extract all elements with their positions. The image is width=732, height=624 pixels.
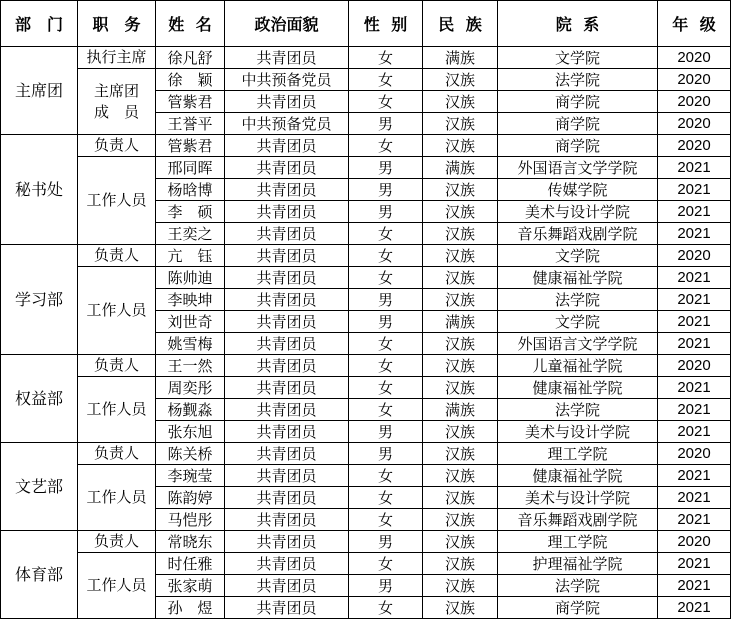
cell-political: 共青团员 — [225, 245, 349, 267]
header-school: 院 系 — [498, 1, 658, 47]
header-political: 政治面貌 — [225, 1, 349, 47]
cell-gender: 女 — [349, 333, 423, 355]
cell-school: 法学院 — [498, 289, 658, 311]
cell-grade: 2020 — [658, 355, 731, 377]
cell-political: 共青团员 — [225, 421, 349, 443]
cell-political: 共青团员 — [225, 157, 349, 179]
cell-name: 王一然 — [156, 355, 225, 377]
cell-grade: 2021 — [658, 223, 731, 245]
cell-name: 徐 颖 — [156, 69, 225, 91]
cell-ethnicity: 汉族 — [423, 509, 498, 531]
cell-gender: 男 — [349, 179, 423, 201]
cell-name: 马恺彤 — [156, 509, 225, 531]
table-row — [1, 157, 731, 179]
cell-gender: 女 — [349, 487, 423, 509]
cell-school: 护理福祉学院 — [498, 553, 658, 575]
header-department: 部 门 — [1, 1, 78, 47]
cell-ethnicity: 汉族 — [423, 597, 498, 619]
table-row — [1, 531, 731, 553]
cell-school: 法学院 — [498, 399, 658, 421]
cell-gender: 男 — [349, 421, 423, 443]
cell-grade: 2020 — [658, 135, 731, 157]
cell-political: 共青团员 — [225, 311, 349, 333]
cell-ethnicity: 汉族 — [423, 553, 498, 575]
cell-name: 陈关桥 — [156, 443, 225, 465]
cell-political: 共青团员 — [225, 223, 349, 245]
cell-school: 法学院 — [498, 69, 658, 91]
header-role: 职 务 — [78, 1, 156, 47]
cell-political: 共青团员 — [225, 487, 349, 509]
cell-political: 共青团员 — [225, 509, 349, 531]
cell-grade: 2021 — [658, 575, 731, 597]
role-cell: 工作人员 — [78, 267, 156, 355]
cell-grade: 2021 — [658, 311, 731, 333]
table-header — [1, 1, 731, 47]
cell-ethnicity: 汉族 — [423, 575, 498, 597]
cell-ethnicity: 满族 — [423, 311, 498, 333]
cell-political: 共青团员 — [225, 553, 349, 575]
cell-gender: 男 — [349, 531, 423, 553]
cell-grade: 2021 — [658, 179, 731, 201]
cell-grade: 2021 — [658, 553, 731, 575]
table-row — [1, 443, 731, 465]
cell-ethnicity: 满族 — [423, 399, 498, 421]
cell-grade: 2021 — [658, 333, 731, 355]
cell-political: 共青团员 — [225, 135, 349, 157]
cell-ethnicity: 汉族 — [423, 69, 498, 91]
cell-name: 李映坤 — [156, 289, 225, 311]
cell-grade: 2021 — [658, 465, 731, 487]
cell-grade: 2021 — [658, 421, 731, 443]
cell-name: 李 硕 — [156, 201, 225, 223]
cell-gender: 女 — [349, 465, 423, 487]
cell-ethnicity: 汉族 — [423, 377, 498, 399]
cell-school: 美术与设计学院 — [498, 421, 658, 443]
role-cell: 工作人员 — [78, 157, 156, 245]
cell-name: 陈帅迪 — [156, 267, 225, 289]
cell-name: 杨晗博 — [156, 179, 225, 201]
cell-political: 共青团员 — [225, 333, 349, 355]
cell-political: 共青团员 — [225, 465, 349, 487]
cell-political: 中共预备党员 — [225, 69, 349, 91]
cell-grade: 2020 — [658, 113, 731, 135]
cell-gender: 女 — [349, 509, 423, 531]
cell-name: 杨觐淼 — [156, 399, 225, 421]
cell-political: 共青团员 — [225, 597, 349, 619]
department-cell: 文艺部 — [1, 443, 78, 531]
cell-school: 健康福祉学院 — [498, 267, 658, 289]
cell-name: 常晓东 — [156, 531, 225, 553]
cell-school: 文学院 — [498, 245, 658, 267]
cell-gender: 女 — [349, 69, 423, 91]
cell-grade: 2021 — [658, 487, 731, 509]
department-cell: 主席团 — [1, 47, 78, 135]
cell-political: 共青团员 — [225, 575, 349, 597]
cell-name: 时任雅 — [156, 553, 225, 575]
header-ethnicity: 民 族 — [423, 1, 498, 47]
cell-name: 亢 钰 — [156, 245, 225, 267]
cell-school: 健康福祉学院 — [498, 465, 658, 487]
cell-ethnicity: 汉族 — [423, 421, 498, 443]
cell-political: 共青团员 — [225, 531, 349, 553]
header-name: 姓 名 — [156, 1, 225, 47]
role-cell: 负责人 — [78, 135, 156, 157]
cell-political: 共青团员 — [225, 201, 349, 223]
cell-gender: 男 — [349, 575, 423, 597]
cell-ethnicity: 满族 — [423, 157, 498, 179]
cell-ethnicity: 汉族 — [423, 113, 498, 135]
cell-gender: 男 — [349, 157, 423, 179]
cell-name: 张东旭 — [156, 421, 225, 443]
cell-ethnicity: 汉族 — [423, 223, 498, 245]
cell-gender: 男 — [349, 443, 423, 465]
cell-ethnicity: 汉族 — [423, 201, 498, 223]
cell-grade: 2021 — [658, 377, 731, 399]
cell-ethnicity: 汉族 — [423, 355, 498, 377]
cell-name: 管紫君 — [156, 135, 225, 157]
cell-school: 理工学院 — [498, 443, 658, 465]
role-cell: 负责人 — [78, 245, 156, 267]
role-cell: 工作人员 — [78, 377, 156, 443]
cell-political: 共青团员 — [225, 267, 349, 289]
cell-gender: 女 — [349, 553, 423, 575]
cell-gender: 女 — [349, 245, 423, 267]
cell-political: 共青团员 — [225, 399, 349, 421]
role-cell: 执行主席 — [78, 47, 156, 69]
cell-gender: 女 — [349, 47, 423, 69]
cell-name: 陈韵婷 — [156, 487, 225, 509]
cell-ethnicity: 满族 — [423, 47, 498, 69]
table-row — [1, 377, 731, 399]
cell-grade: 2020 — [658, 91, 731, 113]
cell-ethnicity: 汉族 — [423, 91, 498, 113]
cell-grade: 2021 — [658, 399, 731, 421]
cell-school: 商学院 — [498, 135, 658, 157]
cell-name: 姚雪梅 — [156, 333, 225, 355]
cell-ethnicity: 汉族 — [423, 245, 498, 267]
role-cell: 负责人 — [78, 443, 156, 465]
cell-gender: 女 — [349, 223, 423, 245]
cell-name: 刘世奇 — [156, 311, 225, 333]
cell-political: 共青团员 — [225, 355, 349, 377]
cell-school: 商学院 — [498, 91, 658, 113]
cell-school: 音乐舞蹈戏剧学院 — [498, 223, 658, 245]
cell-school: 美术与设计学院 — [498, 201, 658, 223]
cell-ethnicity: 汉族 — [423, 179, 498, 201]
table-row — [1, 135, 731, 157]
cell-grade: 2021 — [658, 289, 731, 311]
cell-grade: 2020 — [658, 443, 731, 465]
role-cell: 负责人 — [78, 531, 156, 553]
table-row — [1, 47, 731, 69]
cell-name: 张家萌 — [156, 575, 225, 597]
cell-school: 商学院 — [498, 597, 658, 619]
cell-ethnicity: 汉族 — [423, 333, 498, 355]
cell-gender: 男 — [349, 113, 423, 135]
cell-ethnicity: 汉族 — [423, 487, 498, 509]
cell-grade: 2021 — [658, 157, 731, 179]
cell-political: 共青团员 — [225, 91, 349, 113]
cell-school: 传媒学院 — [498, 179, 658, 201]
table-body — [1, 47, 731, 619]
cell-school: 儿童福祉学院 — [498, 355, 658, 377]
cell-grade: 2021 — [658, 509, 731, 531]
cell-gender: 女 — [349, 267, 423, 289]
cell-gender: 女 — [349, 377, 423, 399]
cell-gender: 男 — [349, 311, 423, 333]
role-cell: 工作人员 — [78, 465, 156, 531]
cell-school: 健康福祉学院 — [498, 377, 658, 399]
cell-grade: 2020 — [658, 69, 731, 91]
cell-school: 外国语言文学学院 — [498, 333, 658, 355]
cell-gender: 女 — [349, 399, 423, 421]
cell-grade: 2021 — [658, 201, 731, 223]
header-gender: 性 别 — [349, 1, 423, 47]
cell-grade: 2021 — [658, 597, 731, 619]
cell-school: 文学院 — [498, 47, 658, 69]
table-row — [1, 465, 731, 487]
cell-political: 中共预备党员 — [225, 113, 349, 135]
cell-school: 理工学院 — [498, 531, 658, 553]
cell-ethnicity: 汉族 — [423, 531, 498, 553]
header-grade: 年 级 — [658, 1, 731, 47]
role-cell: 主席团 成 员 — [78, 69, 156, 135]
cell-grade: 2020 — [658, 531, 731, 553]
cell-ethnicity: 汉族 — [423, 135, 498, 157]
department-cell: 体育部 — [1, 531, 78, 619]
cell-ethnicity: 汉族 — [423, 267, 498, 289]
cell-ethnicity: 汉族 — [423, 443, 498, 465]
cell-name: 孙 煜 — [156, 597, 225, 619]
cell-name: 管紫君 — [156, 91, 225, 113]
role-cell: 工作人员 — [78, 553, 156, 619]
table-row — [1, 69, 731, 91]
cell-name: 邢同晖 — [156, 157, 225, 179]
cell-political: 共青团员 — [225, 47, 349, 69]
cell-political: 共青团员 — [225, 377, 349, 399]
cell-name: 李琬莹 — [156, 465, 225, 487]
table-row — [1, 267, 731, 289]
cell-name: 徐凡舒 — [156, 47, 225, 69]
department-cell: 学习部 — [1, 245, 78, 355]
cell-gender: 男 — [349, 289, 423, 311]
cell-school: 文学院 — [498, 311, 658, 333]
cell-name: 王誉平 — [156, 113, 225, 135]
role-cell: 负责人 — [78, 355, 156, 377]
cell-political: 共青团员 — [225, 443, 349, 465]
cell-name: 王奕之 — [156, 223, 225, 245]
cell-school: 美术与设计学院 — [498, 487, 658, 509]
cell-ethnicity: 汉族 — [423, 465, 498, 487]
cell-school: 外国语言文学学院 — [498, 157, 658, 179]
cell-gender: 女 — [349, 597, 423, 619]
cell-grade: 2020 — [658, 47, 731, 69]
cell-school: 法学院 — [498, 575, 658, 597]
cell-gender: 女 — [349, 91, 423, 113]
cell-grade: 2020 — [658, 245, 731, 267]
cell-political: 共青团员 — [225, 289, 349, 311]
cell-gender: 女 — [349, 135, 423, 157]
cell-ethnicity: 汉族 — [423, 289, 498, 311]
department-cell: 秘书处 — [1, 135, 78, 245]
department-cell: 权益部 — [1, 355, 78, 443]
header-row — [1, 1, 731, 47]
table-row — [1, 553, 731, 575]
cell-gender: 女 — [349, 355, 423, 377]
cell-grade: 2021 — [658, 267, 731, 289]
cell-gender: 男 — [349, 201, 423, 223]
cell-name: 周奕彤 — [156, 377, 225, 399]
cell-school: 商学院 — [498, 113, 658, 135]
cell-school: 音乐舞蹈戏剧学院 — [498, 509, 658, 531]
table-row — [1, 355, 731, 377]
table-row — [1, 245, 731, 267]
cell-political: 共青团员 — [225, 179, 349, 201]
